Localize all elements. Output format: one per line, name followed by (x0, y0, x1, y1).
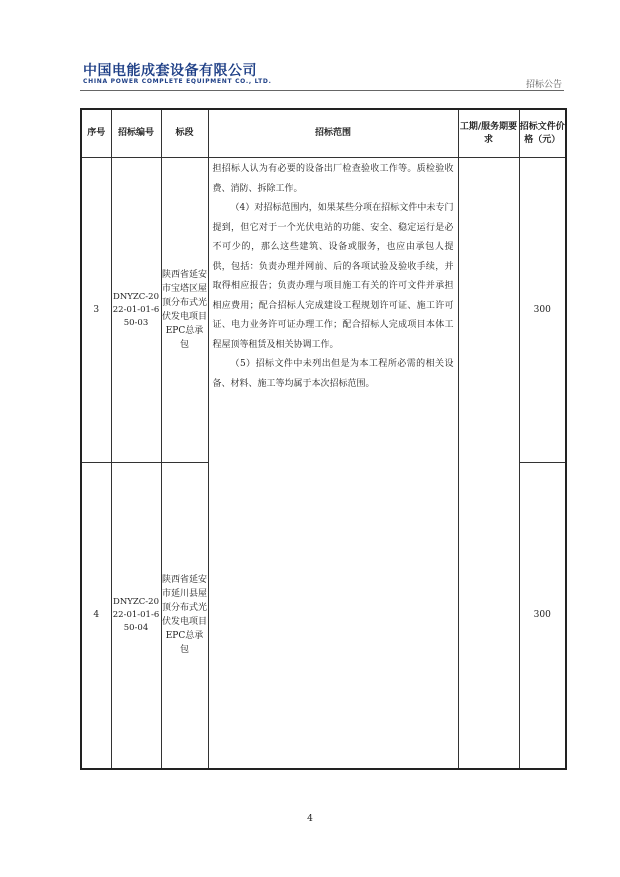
row-price: 300 (519, 158, 566, 463)
row-seq: 4 (81, 463, 111, 769)
table-row (81, 158, 566, 463)
scope-paragraph-2: （4）对招标范围内，如果某些分项在招标文件中未专门提到，但它对于一个光伏电站的功能、安全、稳定运行是必不可少的，那么这些建筑、设备或服务，也应由承包人提供，包括：负责办理并网前、后的各项试验及验收手续，并取得相应报告；负责办理与项目施工有关的许可文件并承担相应费用；配合招标人完成建设工程规划许可证、施工许可证、电力业务许可证办理工作；配合招标人完成项目本体工程屋顶等租赁及相关协调工作。 (212, 203, 454, 350)
bid-table (80, 108, 567, 770)
scope-paragraph-1: 担招标人认为有必要的设备出厂检查验收工作等。质检验收费、消防、拆除工作。 (212, 164, 454, 194)
col-header-price: 招标文件价格（元） (519, 109, 566, 158)
col-header-bid-no: 招标编号 (111, 109, 161, 158)
col-header-section: 标段 (161, 109, 208, 158)
scope-paragraph-3: （5）招标文件中未列出但是为本工程所必需的相关设备、材料、施工等均属于本次招标范围。 (212, 359, 454, 389)
col-header-duration: 工期/服务期要求 (458, 109, 519, 158)
page-number: 4 (307, 814, 313, 824)
row-section: 陕西省延安市延川县屋顶分布式光伏发电项目EPC总承包 (161, 463, 208, 769)
row-bid-no: DNYZC-2022-01-01-650-03 (111, 158, 161, 463)
row-seq: 3 (81, 158, 111, 463)
row-bid-no: DNYZC-2022-01-01-650-04 (111, 463, 161, 769)
col-header-scope: 招标范围 (208, 109, 458, 158)
col-header-seq: 序号 (81, 109, 111, 158)
row-scope (208, 158, 458, 769)
company-logo-en: CHINA POWER COMPLETE EQUIPMENT CO., LTD. (83, 78, 272, 85)
document-type-label: 招标公告 (525, 80, 562, 90)
company-logo-cn: 中国电能成套设备有限公司 (83, 63, 257, 79)
header-divider (80, 90, 564, 91)
row-price: 300 (519, 463, 566, 769)
table-header-row (81, 109, 566, 158)
scope-text (209, 158, 458, 396)
row-section: 陕西省延安市宝塔区屋顶分布式光伏发电项目EPC总承包 (161, 158, 208, 463)
row-duration (458, 158, 519, 769)
